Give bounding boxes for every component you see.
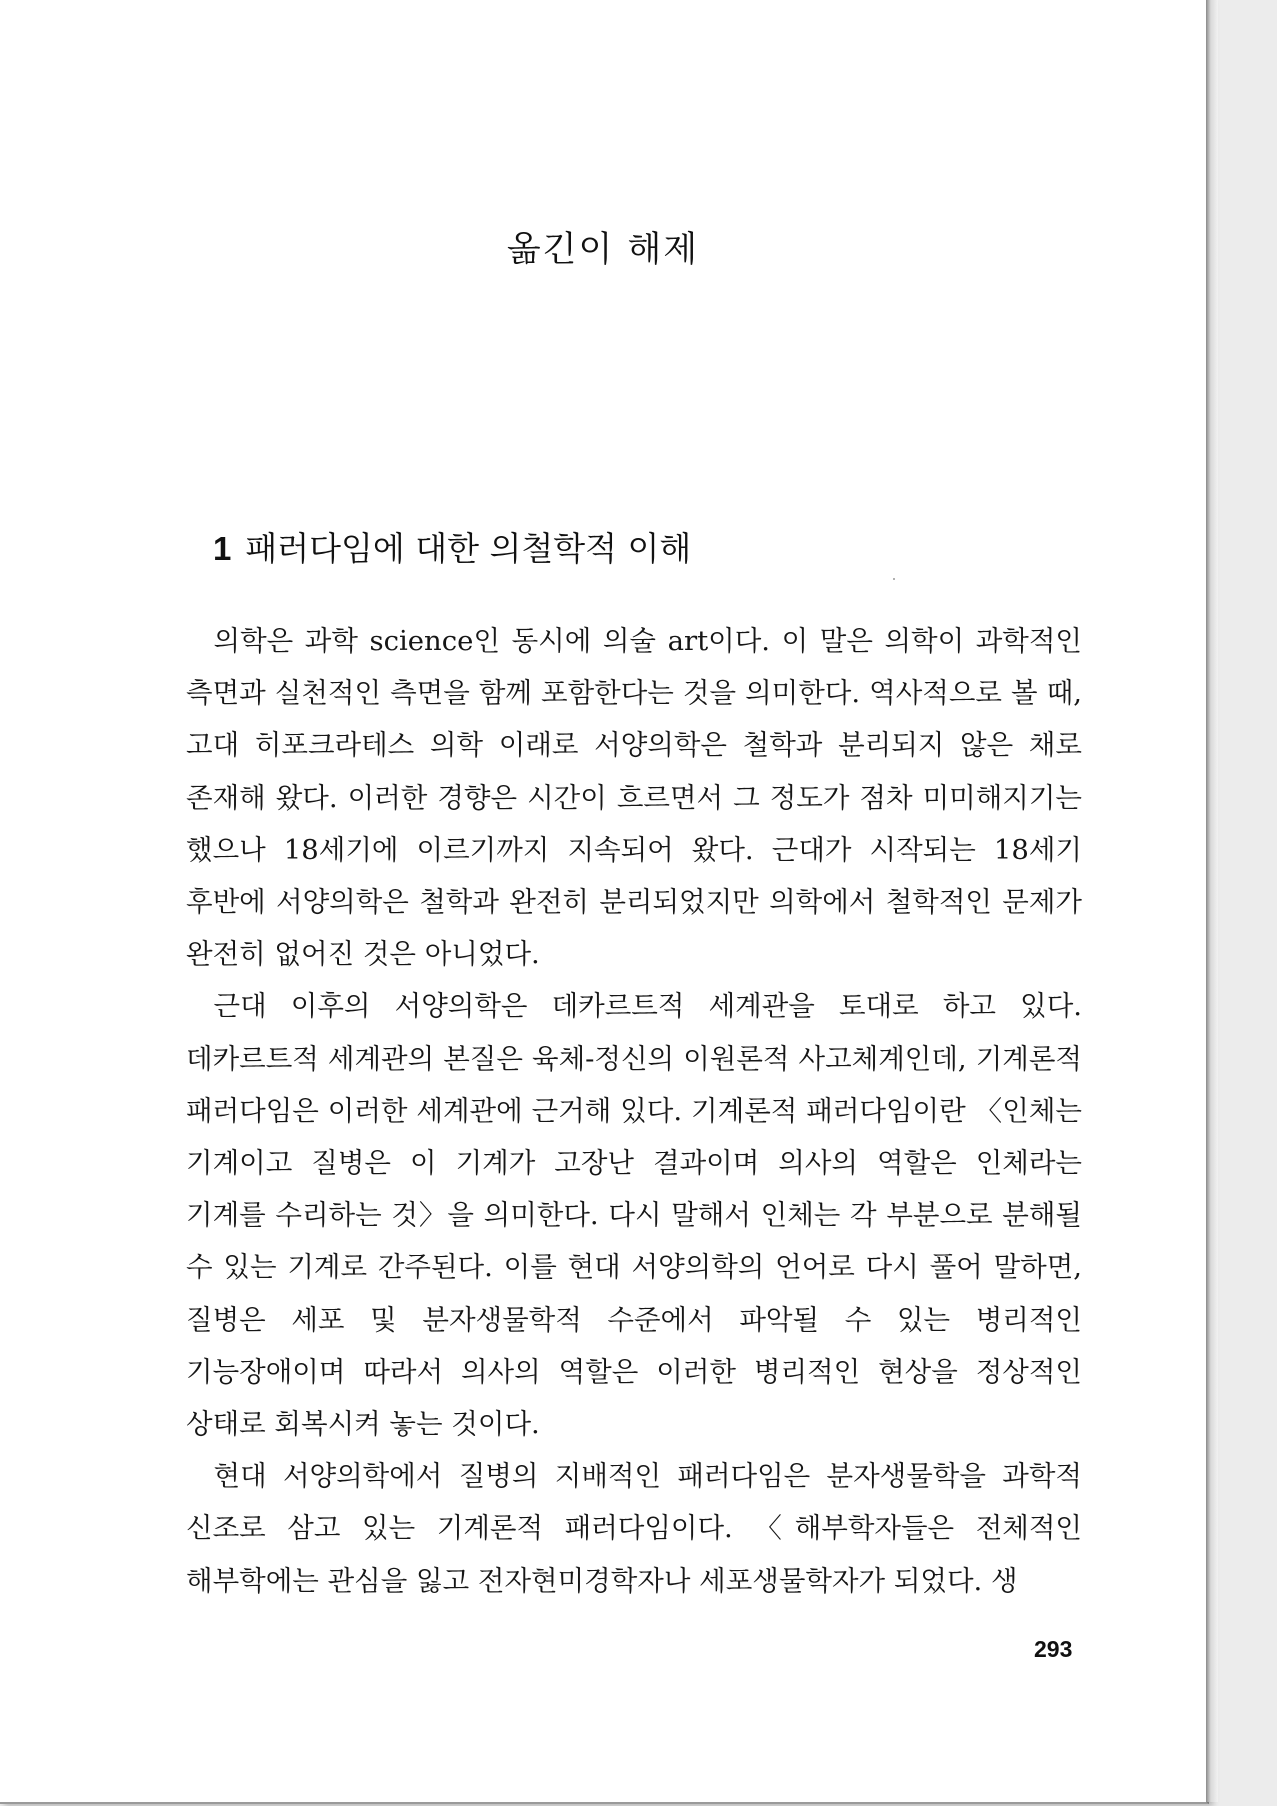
section-heading — [213, 523, 691, 570]
chapter-title: 옮긴이 해제 — [506, 230, 700, 270]
paragraph-3: 현대 서양의학에서 질병의 지배적인 패러다임은 분자생물학을 과학적 신조로 삼고 있는 기계론적 패러다임이다. 〈해부학자들은 전체적인 해부학에는 관심을 잃고 전자현미경학자나 세포생물학자가 되었다. 생 — [186, 1460, 1082, 1597]
page-edge — [1206, 0, 1218, 1802]
section-title: 패러다임에 대한 의철학적 이해 — [245, 529, 692, 568]
paragraph-2: 근대 이후의 서양의학은 데카르트적 세계관을 토대로 하고 있다. 데카르트적 세계관의 본질은 육체-정신의 이원론적 사고체계인데, 기계론적 패러다임은 이러한 세계관에 근거해 있다. 기계론적 패러다임이란 〈인체는 기계이고 질병은 이 기계가 고장난 결과이며 의사의 역할은 인체라는 기계를 수리하는 것〉을 의미한다. 다시 말해서 인체는 각 부분으로 분해될 수 있는 기계로 간주된다. 이를 현대 서양의학의 언어로 다시 풀어 말하면, 질병은 세포 및 분자생물학적 수준에서 파악될 수 있는 병리적인 기능장애이며 따라서 의사의 역할은 이러한 병리적인 현상을 정상적인 상태로 회복시켜 놓는 것이다. — [186, 990, 1082, 1441]
section-number: 1 — [213, 530, 232, 567]
body-text — [186, 615, 1082, 1607]
paragraph-1: 의학은 과학 science인 동시에 의술 art이다. 이 말은 의학이 과학적인 측면과 실천적인 측면을 함께 포함한다는 것을 의미한다. 역사적으로 볼 때, 고대 히포크라테스 의학 이래로 서양의학은 철학과 분리되지 않은 채로 존재해 왔다. 이러한 경향은 시간이 흐르면서 그 정도가 점차 미미해지기는 했으나 18세기에 이르기까지 지속되어 왔다. 근대가 시작되는 18세기 후반에 서양의학은 철학과 완전히 분리되었지만 의학에서 철학적인 문제가 완전히 없어진 것은 아니었다. — [186, 625, 1082, 971]
scan-speck — [893, 578, 895, 580]
page-number: 293 — [1034, 1636, 1073, 1662]
